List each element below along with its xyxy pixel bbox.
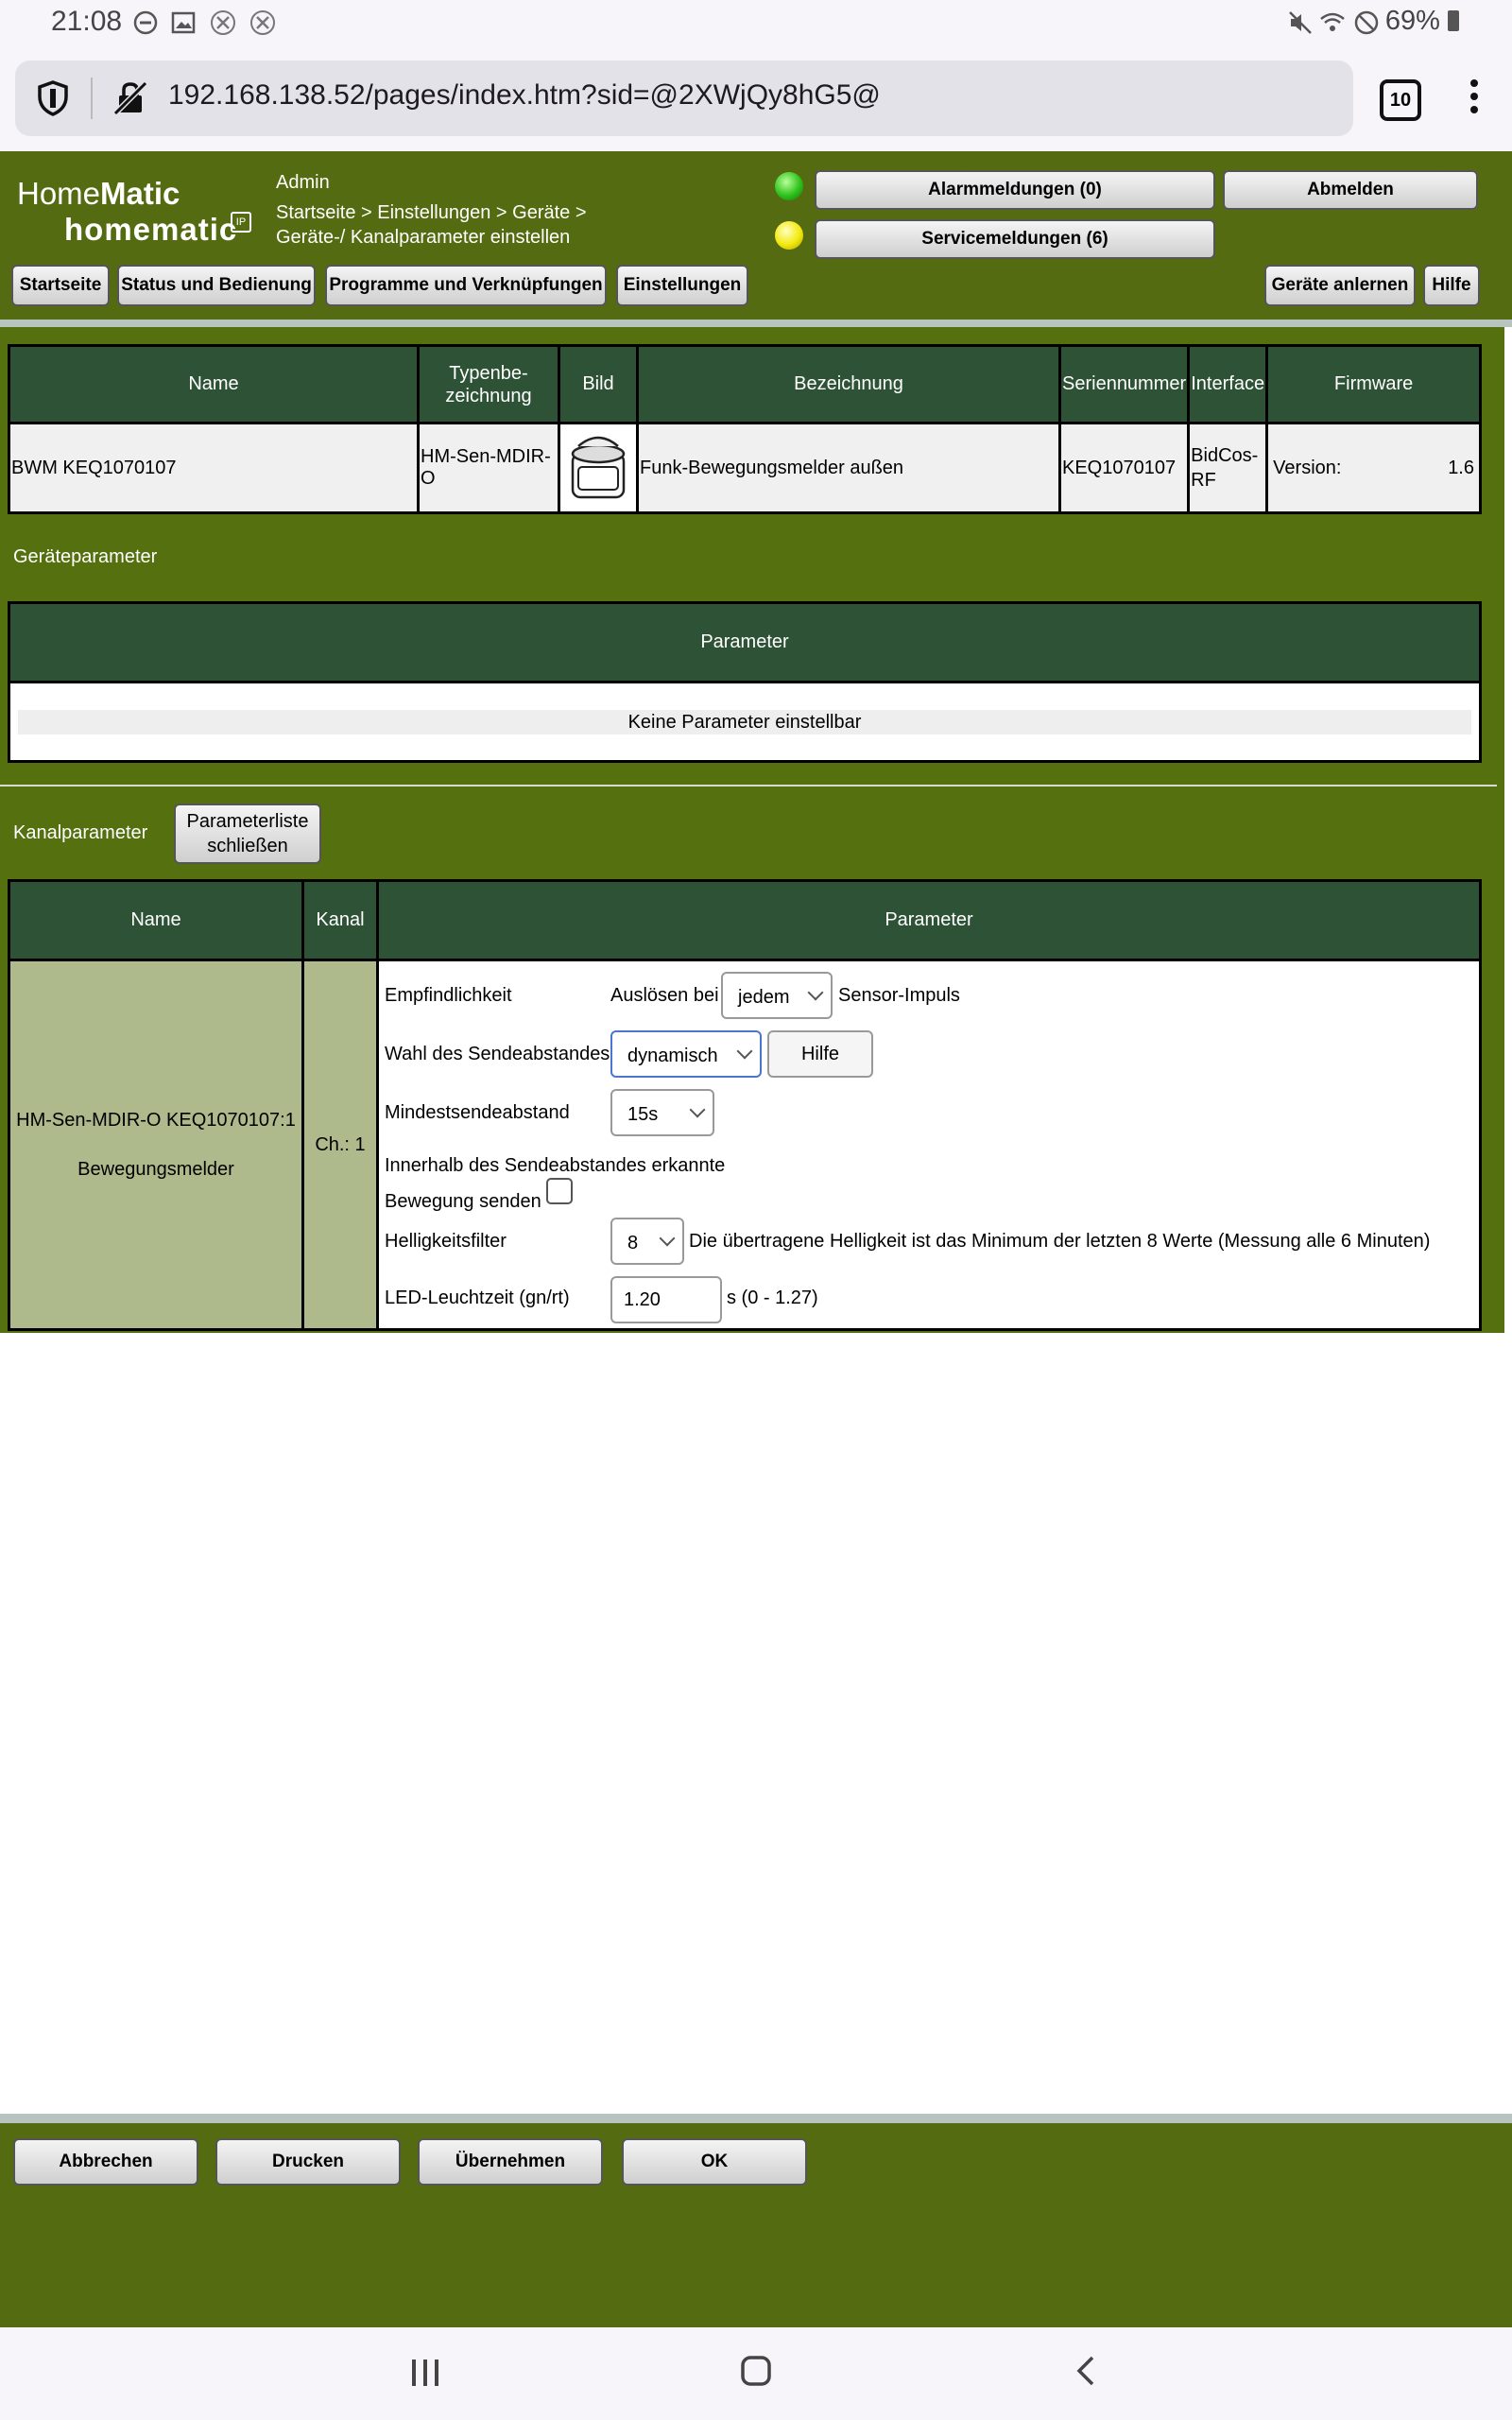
device-image <box>559 424 638 513</box>
device-params-title: Geräteparameter <box>13 546 158 567</box>
battery-level: 69% <box>1385 6 1459 37</box>
device-interface: BidCos- RF <box>1189 424 1267 513</box>
system-nav-bar <box>0 2327 1512 2420</box>
apply-button[interactable]: Übernehmen <box>418 2138 603 2186</box>
send-interval-mode-label: Wahl des Sendeabstandes <box>385 1044 610 1064</box>
col-serial-header: Seriennummer <box>1060 346 1189 424</box>
send-interval-mode-select[interactable]: dynamisch <box>610 1030 762 1078</box>
ip-badge: IP <box>231 212 251 233</box>
help-button[interactable]: Hilfe <box>1423 265 1480 306</box>
do-not-disturb-icon <box>132 9 159 36</box>
close-param-list-button[interactable]: Parameterliste schließen <box>174 804 321 864</box>
chevron-down-icon <box>737 1044 753 1060</box>
homematic-logo: HomeMatic <box>17 176 180 211</box>
brightness-filter-select[interactable]: 8 <box>610 1218 684 1265</box>
wifi-icon <box>1319 9 1346 36</box>
shield-icon[interactable] <box>36 79 70 117</box>
channel-params-table <box>8 879 1482 1331</box>
parameter-cell <box>378 960 1481 1330</box>
alarm-messages-button[interactable]: Alarmmeldungen (0) <box>815 170 1215 210</box>
mute-icon <box>1287 9 1314 36</box>
col-parameter-header: Parameter <box>378 881 1481 960</box>
nav-status-button[interactable]: Status und Bedienung <box>117 265 316 306</box>
col-type-header: Typenbe- zeichnung <box>419 346 559 424</box>
sensitivity-suffix: Sensor-Impuls <box>838 985 960 1006</box>
sensitivity-select[interactable]: jedem <box>721 972 833 1019</box>
chevron-down-icon <box>690 1102 706 1118</box>
min-send-interval-label: Mindestsendeabstand <box>385 1102 570 1123</box>
sensitivity-prefix: Auslösen bei <box>610 985 719 1006</box>
col-channel-name-header: Name <box>9 881 303 960</box>
browser-toolbar <box>0 45 1512 151</box>
min-send-interval-select[interactable]: 15s <box>610 1089 714 1136</box>
x-app-icon <box>210 9 236 36</box>
led-time-label: LED-Leuchtzeit (gn/rt) <box>385 1288 570 1308</box>
device-params-header: Parameter <box>9 603 1481 683</box>
led-time-input[interactable] <box>610 1276 722 1323</box>
user-name: Admin <box>276 172 330 193</box>
nav-settings-button[interactable]: Einstellungen <box>616 265 748 306</box>
x-app-icon <box>249 9 276 36</box>
table-row <box>9 424 1481 513</box>
nav-programs-button[interactable]: Programme und Verknüpfungen <box>325 265 607 306</box>
send-motion-checkbox[interactable] <box>546 1178 573 1204</box>
page-edge <box>1504 327 1512 2114</box>
service-status-led <box>775 221 803 250</box>
back-icon[interactable] <box>1068 2352 1106 2390</box>
device-firmware: Version: 1.6 <box>1267 424 1481 513</box>
recent-apps-icon[interactable] <box>406 2354 444 2392</box>
motion-sensor-image <box>565 425 631 505</box>
device-description: Funk-Bewegungsmelder außen <box>638 424 1060 513</box>
url-text[interactable]: 192.168.138.52/pages/index.htm?sid=@2XWjQy8hG5@ <box>168 79 881 111</box>
clock: 21:08 <box>51 6 123 37</box>
footer-divider <box>0 2114 1512 2123</box>
alarm-status-led <box>775 172 803 200</box>
channel-number: Ch.: 1 <box>303 960 378 1330</box>
no-params-text: Keine Parameter einstellbar <box>18 710 1471 735</box>
status-bar <box>0 0 1512 45</box>
content-blank-area <box>0 1333 1504 2114</box>
header-divider <box>0 320 1512 327</box>
insecure-lock-icon[interactable] <box>112 79 149 117</box>
col-description-header: Bezeichnung <box>638 346 1060 424</box>
sensitivity-label: Empfindlichkeit <box>385 985 512 1006</box>
logout-button[interactable]: Abmelden <box>1223 170 1478 210</box>
device-params-table <box>8 601 1482 763</box>
address-bar[interactable] <box>15 60 1353 136</box>
app-header <box>0 151 1512 320</box>
chevron-down-icon <box>808 985 824 1001</box>
device-name: BWM KEQ1070107 <box>9 424 419 513</box>
section-divider <box>0 785 1497 786</box>
device-type: HM-Sen-MDIR-O <box>419 424 559 513</box>
battery-icon <box>1448 10 1459 31</box>
brightness-filter-description: Die übertragene Helligkeit ist das Minimum der letzten 8 Werte (Messung alle 6 Minuten) <box>689 1231 1431 1252</box>
homematic-ip-logo: homematic <box>64 212 238 247</box>
tab-count-button[interactable]: 10 <box>1380 79 1421 121</box>
send-interval-help-button[interactable]: Hilfe <box>767 1030 873 1078</box>
ok-button[interactable]: OK <box>622 2138 807 2186</box>
blocked-icon <box>1353 9 1380 36</box>
more-menu-icon[interactable] <box>1470 79 1480 119</box>
breadcrumb: Startseite > Einstellungen > Geräte > Geräte-/ Kanalparameter einstellen <box>276 202 587 248</box>
col-interface-header: Interface <box>1189 346 1267 424</box>
home-icon[interactable] <box>737 2352 775 2390</box>
col-channel-header: Kanal <box>303 881 378 960</box>
pair-devices-button[interactable]: Geräte anlernen <box>1264 265 1416 306</box>
channel-params-title: Kanalparameter <box>13 822 148 843</box>
col-image-header: Bild <box>559 346 638 424</box>
device-serial: KEQ1070107 <box>1060 424 1189 513</box>
send-motion-label: Innerhalb des Sendeabstandes erkannte Bewegung senden <box>385 1155 726 1212</box>
cancel-button[interactable]: Abbrechen <box>13 2138 198 2186</box>
device-table <box>8 344 1482 514</box>
col-name-header: Name <box>9 346 419 424</box>
nav-home-button[interactable]: Startseite <box>11 265 110 306</box>
print-button[interactable]: Drucken <box>215 2138 401 2186</box>
channel-name: HM-Sen-MDIR-O KEQ1070107:1 Bewegungsmelder <box>9 960 303 1330</box>
brightness-filter-label: Helligkeitsfilter <box>385 1231 507 1252</box>
chevron-down-icon <box>660 1231 676 1247</box>
gallery-icon <box>170 9 197 36</box>
led-time-unit: s (0 - 1.27) <box>727 1288 818 1308</box>
col-firmware-header: Firmware <box>1267 346 1481 424</box>
service-messages-button[interactable]: Servicemeldungen (6) <box>815 219 1215 259</box>
